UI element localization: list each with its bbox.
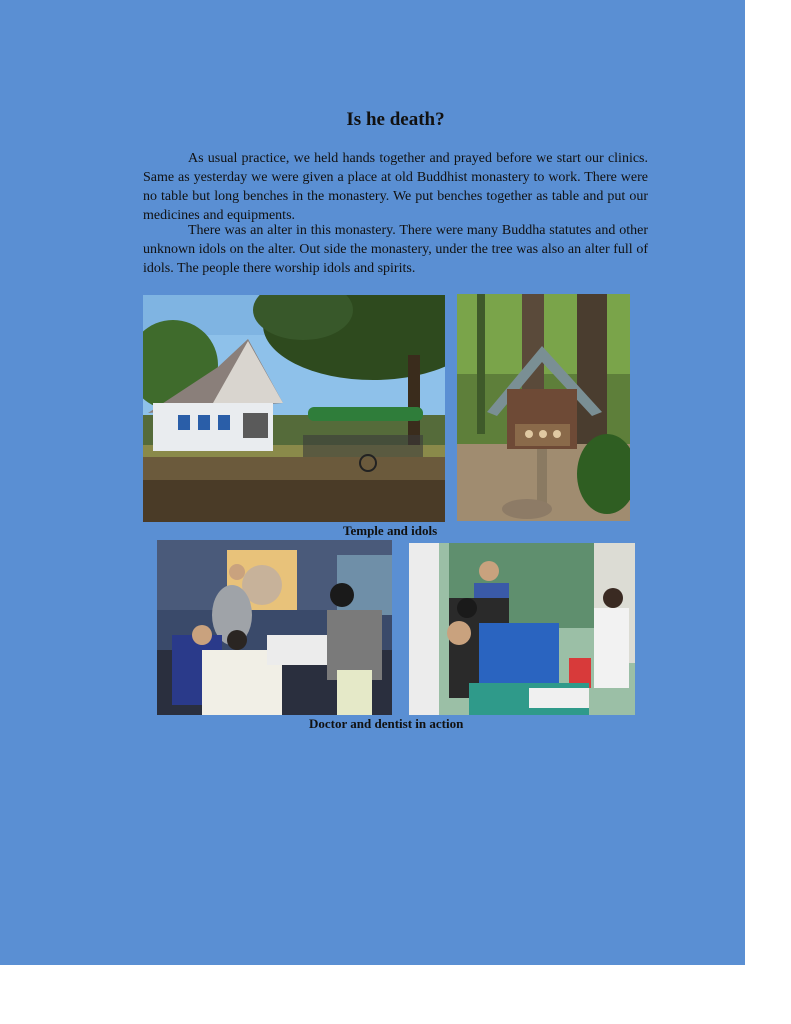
doctor-photo — [157, 540, 392, 715]
paragraph-1: As usual practice, we held hands together and prayed before we start our clinics. Same as yesterday we were given a place at old Buddhist monastery to work. There were no table but long benches in the monastery. We put benches together as table and put our medicines and equipments. — [143, 151, 648, 223]
shrine-photo — [457, 294, 630, 521]
clinic-caption: Doctor and dentist in action — [309, 716, 464, 731]
dentist-photo — [409, 543, 635, 715]
paragraph-2: There was an alter in this monastery. There were many Buddha statutes and other unknown idols on the alter. Out side the monastery, under the tree was also an alter full of idols. The people there worship idols and spirits. — [143, 223, 648, 276]
temple-caption: Temple and idols — [343, 523, 438, 538]
page-title: Is he death? — [346, 109, 445, 130]
temple-photo — [143, 295, 445, 522]
